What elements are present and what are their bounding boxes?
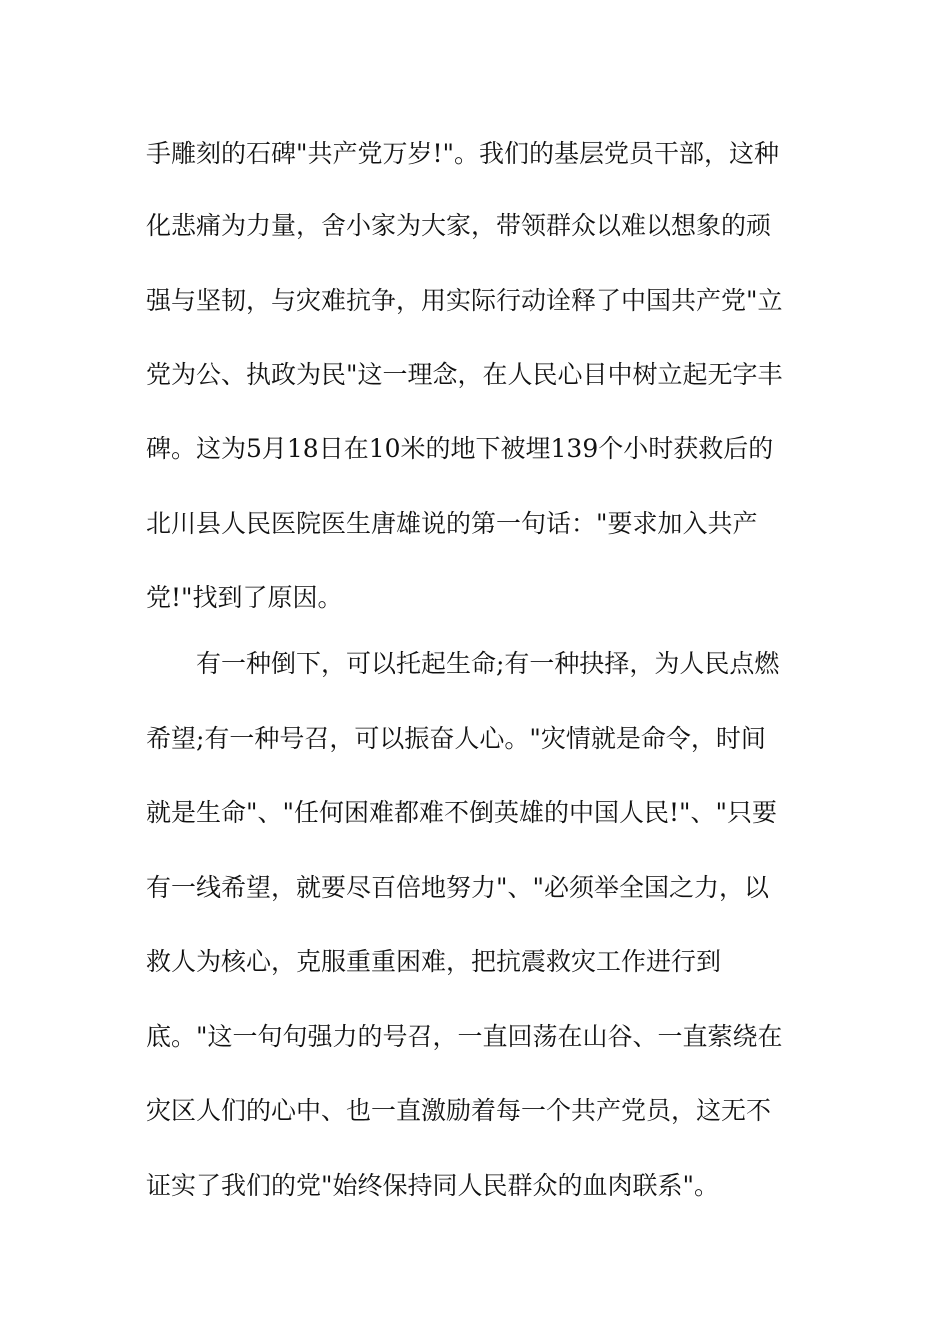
text-line: 灾区人们的心中、也一直激励着每一个共产党员，这无不	[146, 1096, 772, 1125]
text-line: 手雕刻的石碑"共产党万岁!"。我们的基层党员干部，这种	[146, 139, 780, 168]
text-line: 希望;有一种号召，可以振奋人心。"灾情就是命令，时间	[146, 724, 766, 753]
text-line: 有一线希望，就要尽百倍地努力"、"必须举全国之力，以	[146, 873, 770, 902]
text-line: 救人为核心，克服重重困难，把抗震救灾工作进行到	[146, 947, 722, 976]
text-line: 北川县人民医院医生唐雄说的第一句话："要求加入共产	[146, 509, 758, 538]
text-line: 证实了我们的党"始终保持同人民群众的血肉联系"。	[146, 1171, 720, 1200]
text-line: 底。"这一句句强力的号召，一直回荡在山谷、一直萦绕在	[146, 1022, 783, 1051]
text-line: 党!"找到了原因。	[146, 583, 343, 612]
paragraph-first-line: 有一种倒下，可以托起生命;有一种抉择，为人民点燃	[196, 649, 780, 678]
text-line: 化悲痛为力量，舍小家为大家，带领群众以难以想象的顽	[146, 211, 772, 240]
text-line: 就是生命"、"任何困难都难不倒英雄的中国人民!"、"只要	[146, 798, 778, 827]
text-line: 碑。这为5月18日在10米的地下被埋139个小时获救后的	[146, 434, 774, 463]
text-line: 强与坚韧，与灾难抗争，用实际行动诠释了中国共产党"立	[146, 286, 783, 315]
text-line: 党为公、执政为民"这一理念，在人民心目中树立起无字丰	[146, 360, 783, 389]
